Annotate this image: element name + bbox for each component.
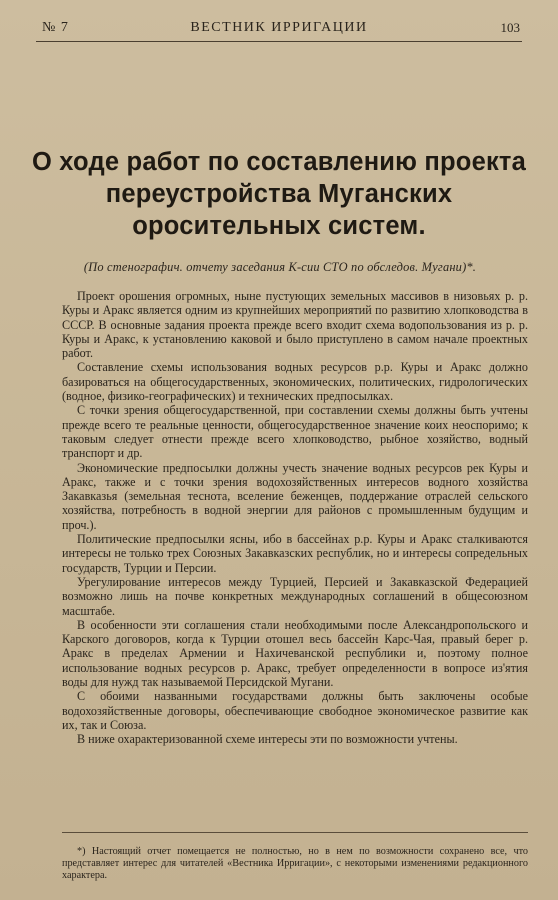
footnote-text: *) Настоящий отчет помещается не полностью, но в нем по возможности сохранено все, что представляет интерес для читателей «Вестника Ирригации», с некоторыми изменениями редакционного характера. [62,846,528,882]
paragraph: В ниже охарактеризованной схеме интересы эти по возможности учтены. [77,732,458,747]
page-number: 103 [500,20,520,35]
paragraph: В особенности эти соглашения стали необходимыми после Александропольского и Карского договоров, когда к Турции отошел весь бассейн Карс-Чая, правый берег р. Аракс в пределах Армении и Нахичеванской республики и, поэтому полное использование водных ресурсов р. Аракс, требует определенности в вопросе из'ятия воды для нужд так называемой Персидской Мугани. [62,617,528,690]
paragraph: С точки зрения общегосударственной, при составлении схемы должны быть учтены прежде всего те реальные ценности, общегосударственное значение коих неоспоримо; к таковым следует отнести прежде всего хлопководство, рыбное хозяйство, водный транспорт и др. [62,403,528,461]
issue-number: № 7 [42,20,69,35]
footnote-rule [62,832,528,833]
footnote [62,846,528,883]
paragraph: Проект орошения огромных, ныне пустующих земельных массивов в низовьях р. р. Куры и Аракс является одним из крупнейших мероприятий по развитию хлопководства в СССР. В основные задания проекта прежде всего входит схема водопользования из р. р. Куры и Аракс, к установлению каковой и было приступлено в самом начале проектных работ. [62,289,528,361]
article-body [62,289,528,747]
article-subtitle: (По стенографич. отчету заседания К-сии СТО по обследов. Мугани)*. [83,260,477,274]
paragraph: Политические предпосылки ясны, ибо в бассейнах р.р. Куры и Аракс сталкиваются интересы не только трех Союзных Закавказских республик, но и интересы сопредельных государств, Турции и Персии. [62,532,528,575]
header-rule [36,41,522,42]
article-title: О ходе работ по составлению проекта переустройства Муганских оросительных систем. [31,148,526,240]
paragraph: Составление схемы использования водных ресурсов р.р. Куры и Аракс должно базироваться на общегосударственных, экономических, политических, гидрологических (водное, физико-географических) и технических предпосылках. [62,360,528,404]
journal-title: ВЕСТНИК ИРРИГАЦИИ [190,20,368,35]
paragraph: Экономические предпосылки должны учесть значение водных ресурсов рек Куры и Аракс, также и с точки зрения водохозяйственных интересов водного хозяйства Закавказья (земельная теснота, вселение беженцев, поддержание отраслей сельского хозяйства, потребность в водной энергии для районов с промышленным будущим и проч.). [62,460,528,532]
running-header [0,0,558,44]
paragraph: С обоими названными государствами должны быть заключены особые водохозяйственные договоры, обеспечивающие свободное экономическое развитие как их, так и Союза. [62,689,528,732]
paragraph: Урегулирование интересов между Турцией, Персией и Закавказской Федерацией возможно лишь на почве конкретных международных соглашений в общесоюзном масштабе. [62,574,528,618]
